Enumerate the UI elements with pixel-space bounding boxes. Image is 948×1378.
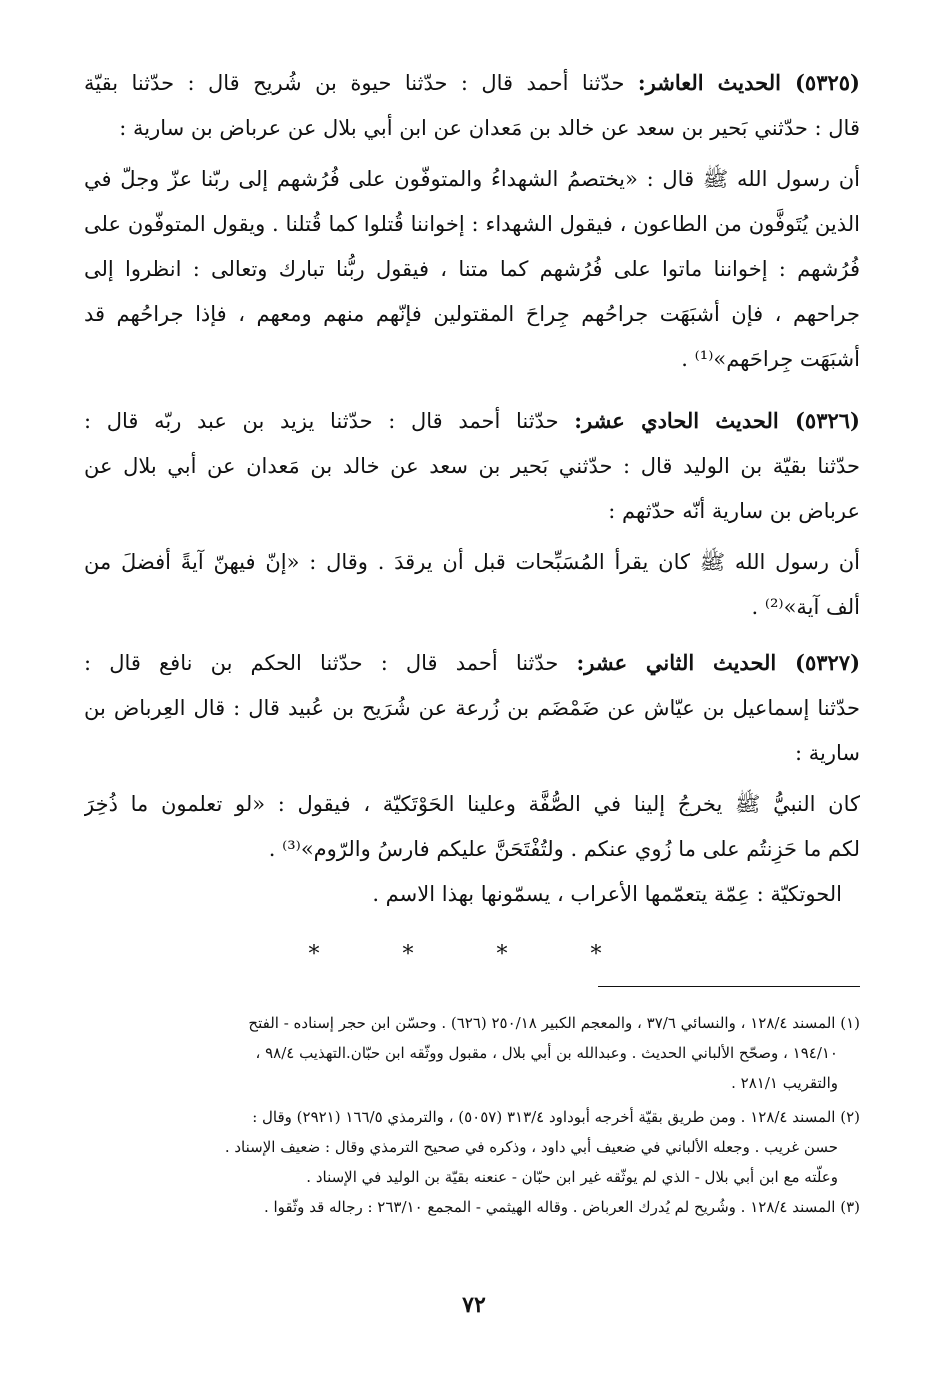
footnote-line: ١٩٤/١٠ ، وصحّح الألباني الحديث . وعبدالله بن أبي بلال ، مقبول ووثّقه ابن حبّان.التهذيب ٩٨/٤ ، bbox=[255, 1044, 838, 1062]
footnote-line: (٢) المسند ١٢٨/٤ . ومن طريق بقيّة أخرجه أبوداود ٣١٣/٤ (٥٠٥٧) ، والترمذي ١٦٦/٥ (٢٩٢١) وقال : bbox=[252, 1108, 860, 1126]
hadith-5326 bbox=[84, 398, 860, 630]
hadith-line: حدّثنا إسماعيل بن عيّاش عن ضَمْضَم بن زُرعة عن شُرَيح بن عُبيد قال : قال العِرباض بن bbox=[84, 696, 860, 720]
hadith-line: جراحهم ، فإن أشبَهَت جراحُهم جِراحَ المقتولين فإنّهم منهم ومعهم ، فإذا جراحُهم قد bbox=[84, 302, 860, 326]
hadith-line: فُرُشهم : إخواننا ماتوا على فُرُشهم كما متنا ، فيقول ربُّنا تبارك وتعالى : انظروا إلى bbox=[84, 257, 860, 281]
hadith-5327 bbox=[84, 640, 860, 917]
hadith-line: كان النبيُّ ﷺ يخرجُ إلينا في الصُّفَّة وعلينا الحَوْتَكيّة ، فيقول : «لو تعلمون ما ذُخِرَ bbox=[84, 792, 860, 816]
footnote-line: (٣) المسند ١٢٨/٤ . وشُريح لم يُدرك العرباض . وقاله الهيثمي - المجمع ٢٦٣/١٠ : رجاله قد وثّقوا . bbox=[263, 1198, 860, 1216]
hadith-line: حدّثنا بقيّة بن الوليد قال : حدّثني بَحير بن سعد عن خالد بن مَعدان عن أبي بلال عن bbox=[84, 454, 860, 478]
footnote-2 bbox=[84, 1102, 860, 1192]
hadith-line: ألف آية»⁽²⁾ . bbox=[751, 595, 860, 619]
footnotes bbox=[84, 1008, 860, 1222]
hadith-heading: (٥٣٢٦) الحديث الحادي عشر: bbox=[574, 408, 860, 433]
hadith-heading: (٥٣٢٧) الحديث الثاني عشر: bbox=[576, 650, 860, 675]
hadith-line: (٥٣٢٥) الحديث العاشر: حدّثنا أحمد قال : حدّثنا حيوة بن شُريح قال : حدّثنا بقيّة bbox=[84, 70, 860, 95]
hadith-line: لكم ما حَزِنتُم على ما زُوي عنكم . ولتُفْتَحَنَّ عليكم فارسُ والرّوم»⁽³⁾ . bbox=[268, 837, 860, 861]
footnote-line: وعلّته مع ابن أبي بلال - الذي لم يوثّقه غير ابن حبّان - عنعنه بقيّة بن الوليد في الإسناد . bbox=[306, 1168, 838, 1186]
hadith-line: قال : حدّثني بَحير بن سعد عن خالد بن مَعدان عن ابن أبي بلال عن عرباض بن سارية : bbox=[119, 116, 860, 140]
footnote-3 bbox=[84, 1192, 860, 1222]
hadith-line: الذين يُتَوفَّون من الطاعون ، فيقول الشهداء : إخواننا قُتلوا كما قُتلنا . ويقول المتوفّون على bbox=[84, 212, 860, 236]
hadith-line: عرباض بن سارية أنّه حدّثهم : bbox=[608, 499, 860, 523]
section-separator: * * * * bbox=[308, 942, 640, 967]
footnote-1 bbox=[84, 1008, 860, 1098]
footnote-line: (١) المسند ١٢٨/٤ ، والنسائي ٣٧/٦ ، والمعجم الكبير ٢٥٠/١٨ (٦٢٦) . وحسّن ابن حجر إسناده - الفتح bbox=[248, 1014, 860, 1032]
footnote-line: والتقريب ٢٨١/١ . bbox=[731, 1074, 838, 1092]
page-number: ٧٢ bbox=[462, 1292, 486, 1318]
hadith-line: (٥٣٢٦) الحديث الحادي عشر: حدّثنا أحمد قال : حدّثنا يزيد بن عبد ربّه قال : bbox=[84, 408, 860, 433]
footnote-rule bbox=[598, 986, 860, 987]
hadith-5325 bbox=[84, 60, 860, 382]
hadith-line: سارية : bbox=[795, 741, 860, 765]
hadith-line: أن رسول الله ﷺ قال : «يختصمُ الشهداءُ والمتوفّون على فُرُشهم إلى ربّنا عزّ وجلّ في bbox=[84, 167, 860, 191]
hadith-line: أشبَهَت جِراحَهم»⁽¹⁾ . bbox=[681, 347, 860, 371]
hadith-line: أن رسول الله ﷺ كان يقرأ المُسَبِّحات قبل أن يرقدَ . وقال : «إنّ فيهنّ آيةً أفضلَ من bbox=[84, 550, 860, 574]
hadith-line: (٥٣٢٧) الحديث الثاني عشر: حدّثنا أحمد قال : حدّثنا الحكم بن نافع قال : bbox=[84, 650, 860, 675]
hadith-heading: (٥٣٢٥) الحديث العاشر: bbox=[637, 70, 860, 95]
footnote-line: حسن غريب . وجعله الألباني في ضعيف أبي داود ، وذكره في صحيح الترمذي وقال : ضعيف الإسناد . bbox=[224, 1138, 838, 1156]
gloss-line: الحوتكيّة : عِمّة يتعمّمها الأعراب ، يسمّونها بهذا الاسم . bbox=[372, 882, 842, 906]
